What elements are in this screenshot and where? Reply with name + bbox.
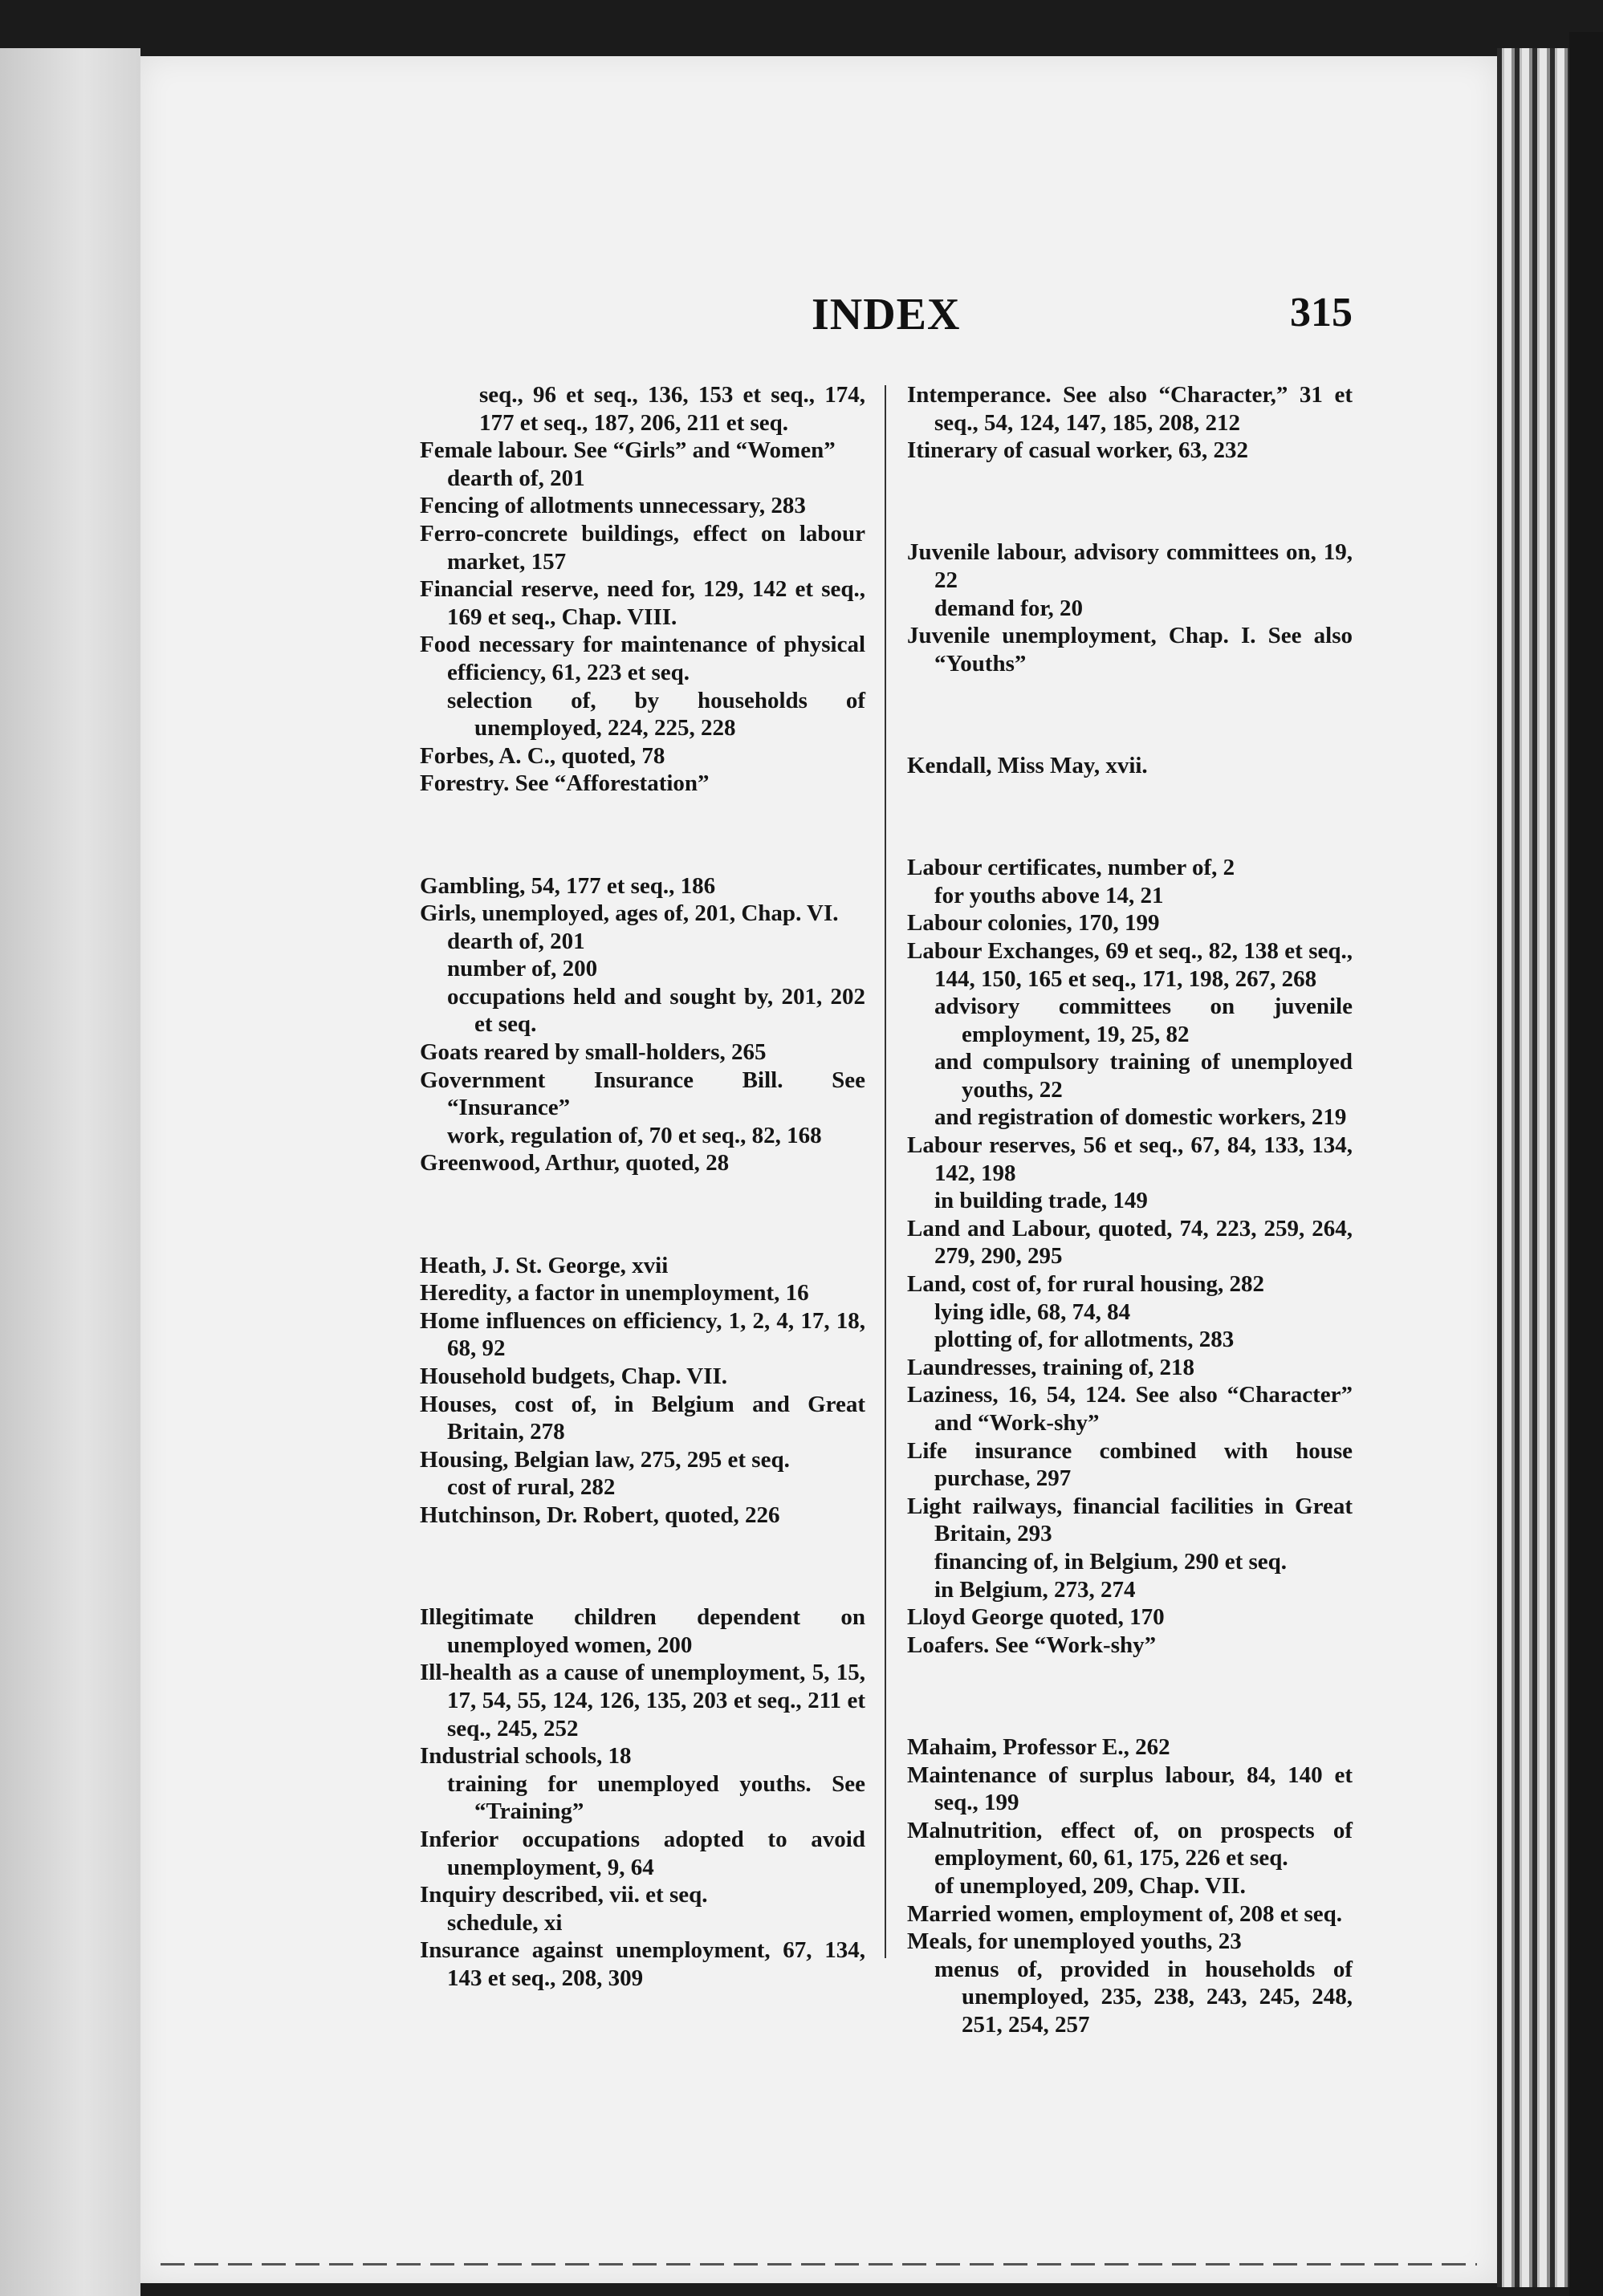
index-entry: Houses, cost of, in Belgium and Great Britain, 278 <box>420 1391 865 1445</box>
index-entry: Lloyd George quoted, 170 <box>907 1604 1165 1631</box>
index-entry: Life insurance combined with house purchase, 297 <box>907 1437 1353 1492</box>
index-entry: Fencing of allotments unnecessary, 283 <box>420 493 806 519</box>
index-subentry: advisory committees on juvenile employment, 19, 25, 82 <box>934 994 1353 1047</box>
index-subentry: and compulsory training of unemployed youths, 22 <box>934 1049 1353 1103</box>
page-header <box>140 289 1497 353</box>
index-entry: Industrial schools, 18 <box>420 1743 632 1770</box>
book-page <box>140 56 1497 2283</box>
index-subentry: cost of rural, 282 <box>447 1474 616 1501</box>
index-entry: Heredity, a factor in unemployment, 16 <box>420 1280 809 1306</box>
index-entry: Girls, unemployed, ages of, 201, Chap. VI. <box>420 900 839 927</box>
index-subentry: selection of, by households of unemployed, 224, 225, 228 <box>447 687 865 742</box>
index-entry: Insurance against unemployment, 67, 134, 143 et seq., 208, 309 <box>420 1937 865 1991</box>
index-entry: Malnutrition, effect of, on prospects of employment, 60, 61, 175, 226 et seq. <box>907 1817 1353 1871</box>
index-entry: Ferro-concrete buildings, effect on labour market, 157 <box>420 520 865 575</box>
page-stack-edge <box>1497 48 1569 2287</box>
index-entry: Food necessary for maintenance of physical efficiency, 61, 223 et seq. <box>420 632 865 685</box>
index-subentry: number of, 200 <box>447 956 598 982</box>
index-entry: Greenwood, Arthur, quoted, 28 <box>420 1150 730 1176</box>
index-column-right <box>907 381 1353 2038</box>
index-entry: Loafers. See “Work-shy” <box>907 1632 1157 1658</box>
index-subentry: training for unemployed youths. See “Training” <box>447 1770 865 1825</box>
page-bottom-edge <box>161 2263 1477 2266</box>
entry-gap <box>420 1201 865 1229</box>
index-entry: Laundresses, training of, 218 <box>907 1354 1194 1380</box>
index-entry: Laziness, 16, 54, 124. See also “Character” and “Work-shy” <box>907 1382 1353 1436</box>
index-entry: Mahaim, Professor E., 262 <box>907 1733 1170 1760</box>
entry-gap <box>907 1682 1353 1710</box>
index-entry: Household budgets, Chap. VII. <box>420 1363 728 1389</box>
index-entry: Intemperance. See also “Character,” 31 et seq., 54, 124, 147, 185, 208, 212 <box>907 382 1353 436</box>
index-subentry: plotting of, for allotments, 283 <box>934 1327 1235 1353</box>
index-entry: Forestry. See “Afforestation” <box>420 770 710 797</box>
index-entry: Labour Exchanges, 69 et seq., 82, 138 et seq., 144, 150, 165 et seq., 171, 198, 267, 268 <box>907 937 1353 992</box>
entry-gap <box>907 701 1353 729</box>
index-subentry: financing of, in Belgium, 290 et seq. <box>934 1548 1288 1575</box>
index-entry: Inferior occupations adopted to avoid unemployment, 9, 64 <box>420 1826 865 1880</box>
index-entry: Land and Labour, quoted, 74, 223, 259, 264, 279, 290, 295 <box>907 1215 1353 1270</box>
index-entry: Goats reared by small-holders, 265 <box>420 1039 767 1066</box>
index-subentry: dearth of, 201 <box>447 928 585 954</box>
index-entry: Labour reserves, 56 et seq., 67, 84, 133, 134, 142, 198 <box>907 1132 1353 1186</box>
index-entry: Light railways, financial facilities in Great Britain, 293 <box>907 1493 1353 1547</box>
index-entry: Financial reserve, need for, 129, 142 et seq., 169 et seq., Chap. VIII. <box>420 576 865 630</box>
entry-gap <box>420 1553 865 1581</box>
index-subentry: schedule, xi <box>447 1909 563 1936</box>
index-entry: Female labour. See “Girls” and “Women” <box>420 437 836 464</box>
index-entry: Labour colonies, 170, 199 <box>907 910 1160 937</box>
index-subentry: work, regulation of, 70 et seq., 82, 168 <box>447 1122 822 1148</box>
index-entry: Hutchinson, Dr. Robert, quoted, 226 <box>420 1502 780 1528</box>
index-subentry: lying idle, 68, 74, 84 <box>934 1298 1131 1325</box>
index-subentry: dearth of, 201 <box>447 465 585 491</box>
scanner-background-left <box>0 48 140 2296</box>
index-subentry: for youths above 14, 21 <box>934 882 1164 908</box>
index-entry: Itinerary of casual worker, 63, 232 <box>907 437 1249 464</box>
index-entry: Labour certificates, number of, 2 <box>907 855 1235 881</box>
index-entry: Illegitimate children dependent on unemployed women, 200 <box>420 1604 865 1658</box>
index-entry: Kendall, Miss May, xvii. <box>907 752 1148 778</box>
index-entry: Home influences on efficiency, 1, 2, 4, 17, 18, 68, 92 <box>420 1307 865 1362</box>
index-entry: Forbes, A. C., quoted, 78 <box>420 742 665 769</box>
index-subentry: in Belgium, 273, 274 <box>934 1576 1136 1603</box>
entry-gap <box>420 821 865 849</box>
index-entry: Housing, Belgian law, 275, 295 et seq. <box>420 1446 790 1473</box>
column-divider <box>885 385 886 1958</box>
entry-gap <box>907 803 1353 831</box>
index-column-left <box>420 381 865 1992</box>
index-entry: Inquiry described, vii. et seq. <box>420 1882 708 1908</box>
scanner-background-right <box>1569 32 1603 2296</box>
index-entry: Land, cost of, for rural housing, 282 <box>907 1271 1264 1298</box>
index-entry: Ill-health as a cause of unemployment, 5, 15, 17, 54, 55, 124, 126, 135, 203 et seq., 211 et seq., 245, 252 <box>420 1660 865 1741</box>
index-entry: Juvenile unemployment, Chap. I. See also “Youths” <box>907 623 1353 677</box>
index-entry: seq., 96 et seq., 136, 153 et seq., 174, 177 et seq., 187, 206, 211 et seq. <box>479 382 865 436</box>
index-entry: Government Insurance Bill. See “Insurance” <box>420 1067 865 1121</box>
index-entry: Married women, employment of, 208 et seq. <box>907 1900 1343 1927</box>
index-subentry: occupations held and sought by, 201, 202 et seq. <box>447 983 865 1038</box>
index-entry: Gambling, 54, 177 et seq., 186 <box>420 872 716 899</box>
index-entry: Juvenile labour, advisory committees on, 19, 22 <box>907 539 1353 593</box>
index-subentry: menus of, provided in households of unemployed, 235, 238, 243, 245, 248, 251, 254, 257 <box>934 1956 1353 2038</box>
index-subentry: of unemployed, 209, Chap. VII. <box>934 1872 1246 1899</box>
index-subentry: in building trade, 149 <box>934 1188 1148 1214</box>
index-subentry: and registration of domestic workers, 219 <box>934 1104 1347 1131</box>
index-entry: Maintenance of surplus labour, 84, 140 et seq., 199 <box>907 1762 1353 1816</box>
page-title: INDEX <box>812 290 961 339</box>
page-number: 315 <box>1290 290 1353 335</box>
index-entry: Meals, for unemployed youths, 23 <box>907 1928 1242 1955</box>
index-entry: Heath, J. St. George, xvii <box>420 1252 669 1278</box>
entry-gap <box>907 488 1353 516</box>
index-subentry: demand for, 20 <box>934 595 1084 621</box>
